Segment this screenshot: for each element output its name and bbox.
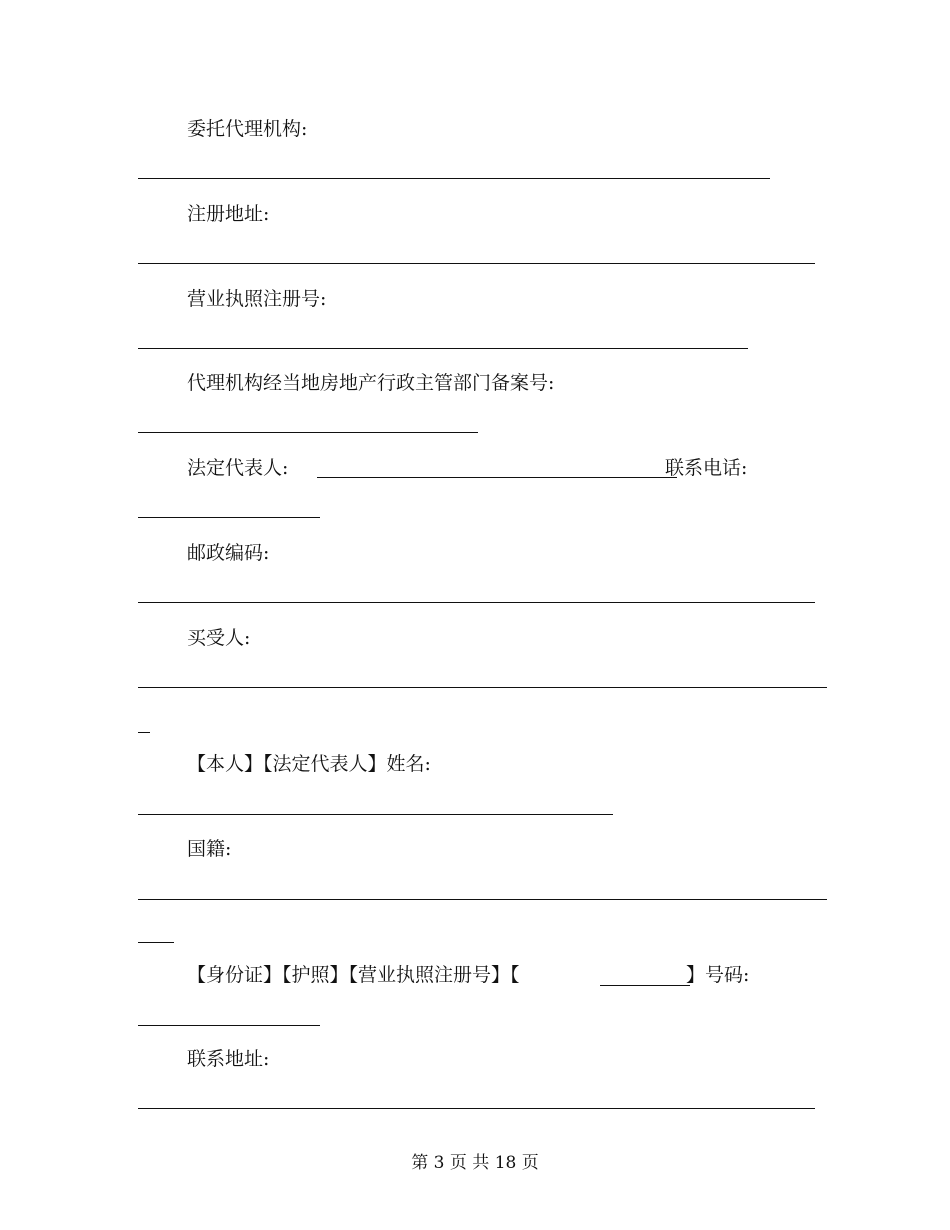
license-no-blank bbox=[138, 348, 748, 349]
agent-org-blank bbox=[138, 178, 770, 179]
reg-address-blank bbox=[138, 263, 815, 264]
nationality-blank bbox=[138, 899, 827, 900]
legal-rep-blank bbox=[317, 477, 677, 478]
id-number-label: 】号码: bbox=[686, 964, 750, 986]
postcode-label: 邮政编码: bbox=[187, 542, 270, 564]
page-number-footer: 第 3 页 共 18 页 bbox=[411, 1153, 539, 1173]
postcode-blank bbox=[138, 602, 815, 603]
license-no-label: 营业执照注册号: bbox=[187, 288, 327, 310]
buyer-blank-overflow bbox=[138, 732, 150, 733]
nationality-blank-overflow bbox=[138, 942, 174, 943]
phone-label: 联系电话: bbox=[665, 457, 748, 479]
filing-no-label: 代理机构经当地房地产行政主管部门备案号: bbox=[187, 372, 555, 394]
contact-address-label: 联系地址: bbox=[187, 1048, 270, 1070]
buyer-label: 买受人: bbox=[187, 627, 251, 649]
contact-address-blank bbox=[138, 1108, 815, 1109]
agent-org-label: 委托代理机构: bbox=[187, 118, 308, 140]
reg-address-label: 注册地址: bbox=[187, 203, 270, 225]
id-type-label: 【身份证】【护照】【营业执照注册号】【 bbox=[187, 964, 520, 986]
phone-blank bbox=[138, 517, 320, 518]
filing-no-blank bbox=[138, 432, 478, 433]
id-number-blank bbox=[138, 1025, 320, 1026]
name-blank bbox=[138, 814, 613, 815]
legal-rep-label: 法定代表人: bbox=[187, 457, 289, 479]
id-type-blank bbox=[600, 985, 690, 986]
buyer-blank bbox=[138, 687, 827, 688]
nationality-label: 国籍: bbox=[187, 838, 232, 860]
name-label: 【本人】【法定代表人】姓名: bbox=[187, 753, 431, 775]
